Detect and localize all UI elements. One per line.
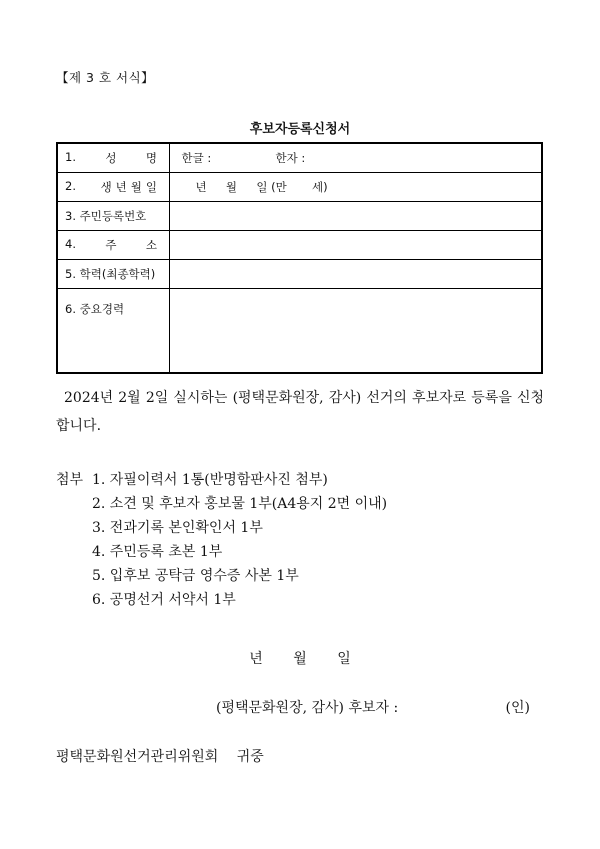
list-item: [56, 516, 387, 540]
birth-day: 일: [256, 179, 268, 194]
list-item: [56, 492, 387, 516]
address-value[interactable]: [169, 230, 542, 259]
address-label-char-2: 소: [145, 237, 157, 252]
application-table: [56, 142, 543, 374]
career-value[interactable]: [169, 288, 542, 373]
birth-month: 월: [225, 179, 238, 194]
attachments-heading: 첨부: [56, 472, 84, 488]
table-row-address: [57, 230, 542, 259]
candidate-signature-line: [216, 697, 530, 717]
name-label: [57, 143, 169, 172]
birth-label-number: 2.: [65, 178, 76, 193]
resident-id-value[interactable]: [169, 201, 542, 230]
korean-name-label: 한글 :: [181, 150, 212, 165]
document-title: 후보자등록신청서: [249, 122, 351, 137]
career-label: 6. 중요경력: [57, 288, 169, 373]
seal-mark: (인): [505, 700, 530, 716]
attachment-item-4: 4. 주민등록 초본 1부: [92, 544, 223, 560]
form-number: 【제 3 호 서식】: [56, 70, 155, 85]
education-value[interactable]: [169, 259, 542, 288]
list-item: [56, 468, 387, 492]
table-row-career: [57, 288, 542, 373]
education-label: 5. 학력(최종학력): [57, 259, 169, 288]
application-statement: 2024년 2월 2일 실시하는 (평택문화원장, 감사) 선거의 후보자로 등록을 신청합니다.: [56, 390, 544, 434]
birth-label-text: 생년월일: [100, 179, 161, 194]
attachment-item-6: 6. 공명선거 서약서 1부: [92, 592, 236, 608]
name-value[interactable]: [169, 143, 542, 172]
address-label-number: 4.: [65, 236, 76, 251]
birth-value[interactable]: [169, 172, 542, 201]
name-label-char-2: 명: [145, 150, 157, 165]
birth-age-open: (만: [271, 179, 287, 194]
birth-age-close: 세): [312, 179, 328, 194]
hanja-name-label: 한자 :: [275, 150, 306, 165]
list-item: [56, 588, 387, 612]
list-item: [56, 540, 387, 564]
attachment-item-5: 5. 입후보 공탁금 영수증 사본 1부: [92, 568, 299, 584]
table-row-resident-id: [57, 201, 542, 230]
resident-id-label: 3. 주민등록번호: [57, 201, 169, 230]
birth-label: [57, 172, 169, 201]
name-label-char-1: 성: [105, 150, 117, 165]
address-label: [57, 230, 169, 259]
attachment-item-2: 2. 소견 및 후보자 홍보물 1부(A4용지 2면 이내): [92, 496, 388, 512]
table-row-birth: [57, 172, 542, 201]
candidate-label: (평택문화원장, 감사) 후보자 :: [216, 700, 399, 716]
list-item: [56, 564, 387, 588]
name-label-number: 1.: [65, 149, 76, 164]
attachments-list: [56, 468, 387, 612]
attachment-item-3: 3. 전과기록 본인확인서 1부: [92, 520, 263, 536]
birth-year: 년: [195, 179, 207, 194]
recipient: 평택문화원선거관리위원회 귀중: [56, 749, 264, 765]
address-label-char-1: 주: [105, 237, 117, 252]
attachment-item-1: 1. 자필이력서 1통(반명함판사진 첨부): [92, 472, 328, 488]
table-row-name: [57, 143, 542, 172]
date-line: 년 월 일: [249, 651, 351, 667]
table-row-education: [57, 259, 542, 288]
